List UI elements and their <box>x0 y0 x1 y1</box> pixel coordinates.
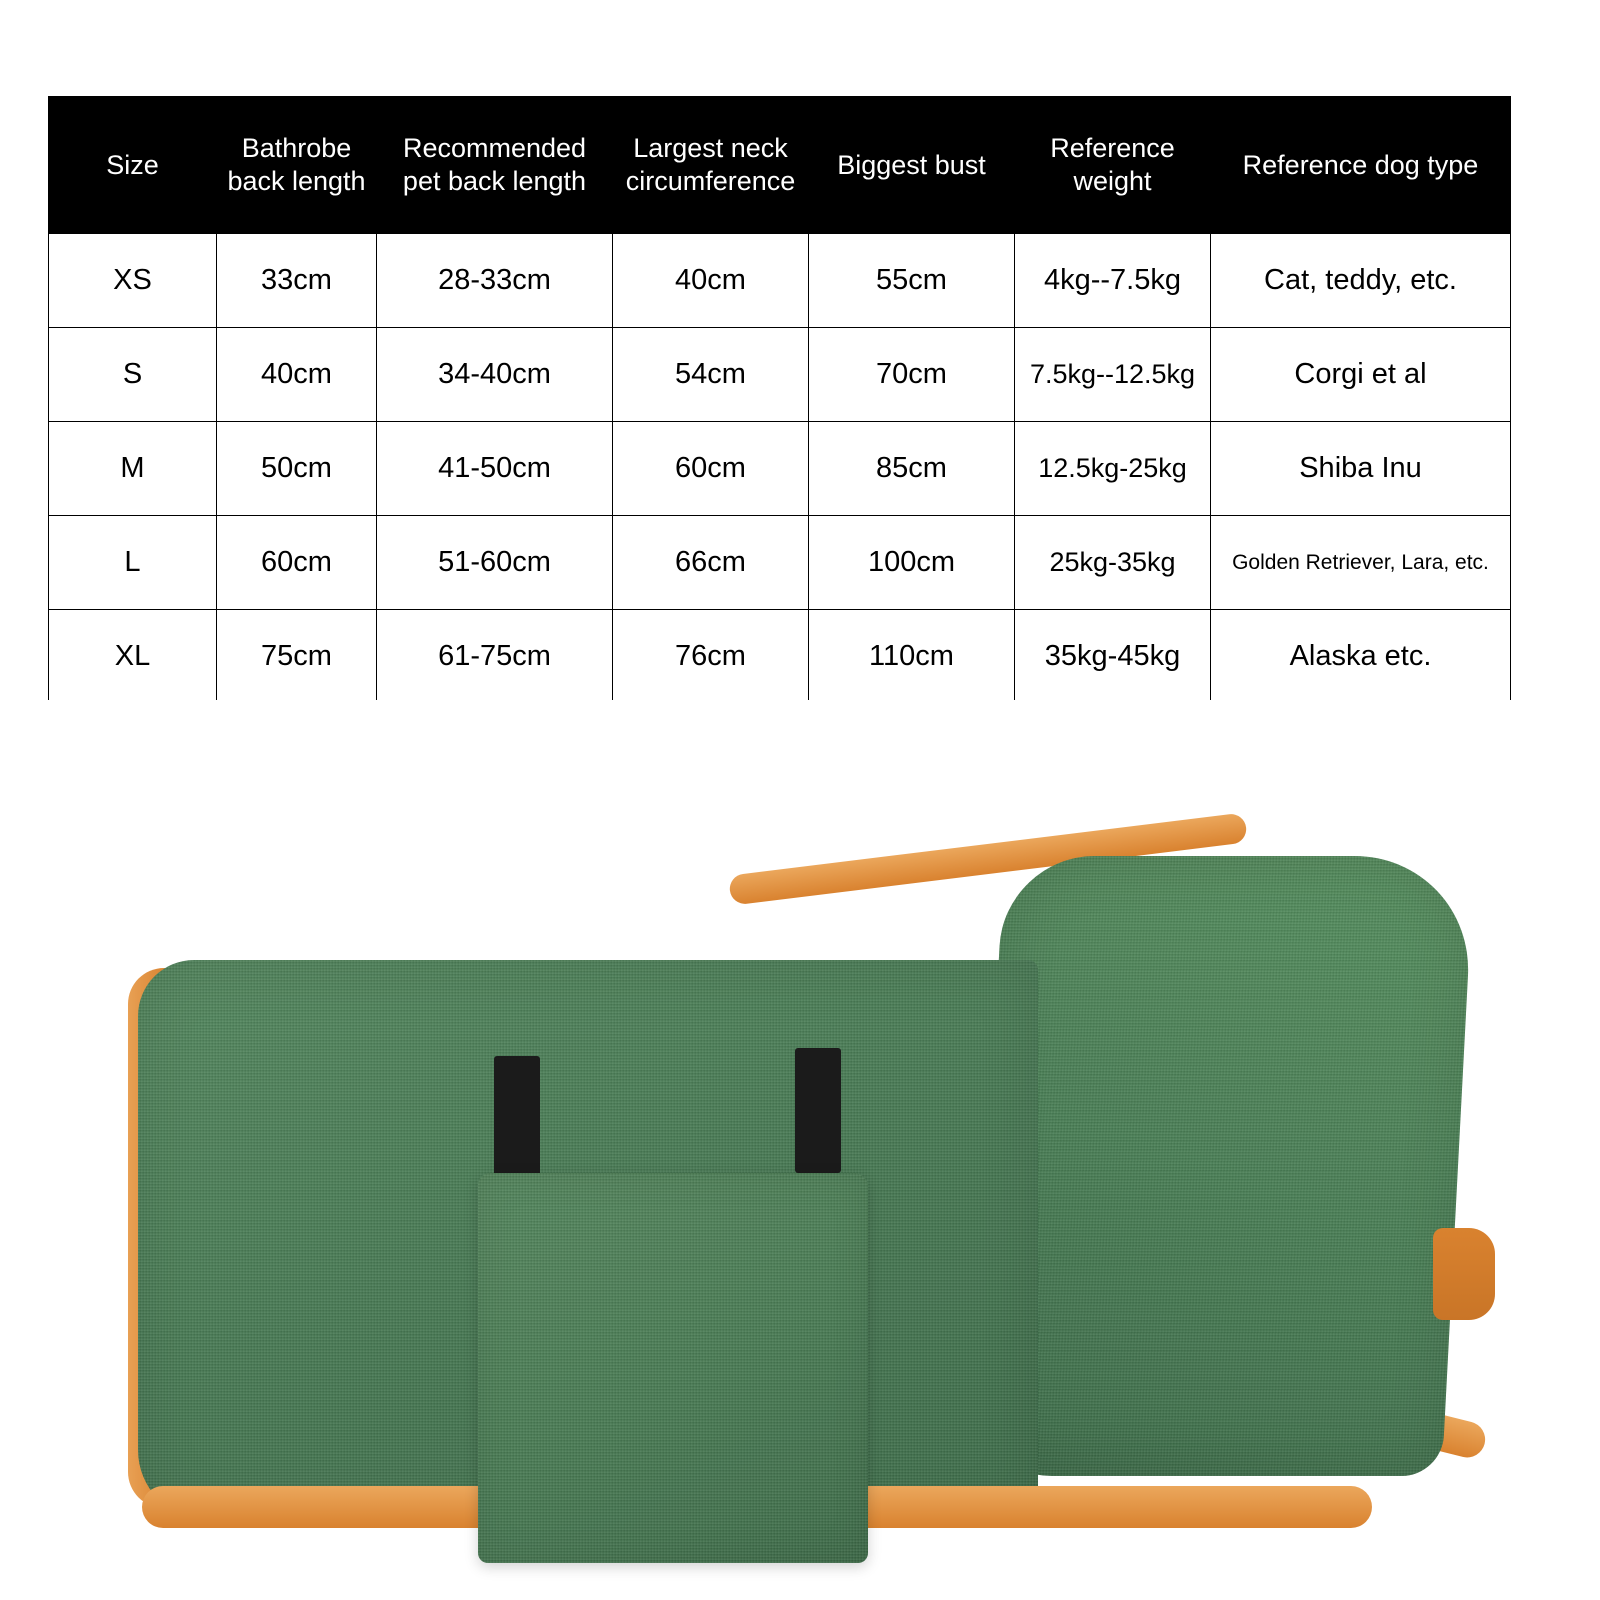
cell-bust: 55cm <box>809 234 1015 328</box>
cell-dog-type: Corgi et al <box>1211 328 1511 422</box>
column-header-pet-back-length: Recommended pet back length <box>377 97 613 234</box>
column-header-bathrobe-back-length: Bathrobe back length <box>217 97 377 234</box>
cell-bust: 100cm <box>809 516 1015 610</box>
cell-bathrobe-back-length: 60cm <box>217 516 377 610</box>
column-header-neck-circumference: Largest neck circumference <box>613 97 809 234</box>
cell-weight: 4kg--7.5kg <box>1015 234 1211 328</box>
cell-dog-type: Cat, teddy, etc. <box>1211 234 1511 328</box>
cell-bust: 110cm <box>809 610 1015 704</box>
cell-bathrobe-back-length: 33cm <box>217 234 377 328</box>
column-header-reference-dog-type: Reference dog type <box>1211 97 1511 234</box>
cell-weight: 7.5kg--12.5kg <box>1015 328 1211 422</box>
cell-dog-type: Golden Retriever, Lara, etc. <box>1211 516 1511 610</box>
table-row <box>49 422 1511 516</box>
cell-bathrobe-back-length: 50cm <box>217 422 377 516</box>
cell-weight: 12.5kg-25kg <box>1015 422 1211 516</box>
cell-neck-circumference: 66cm <box>613 516 809 610</box>
cell-dog-type: Shiba Inu <box>1211 422 1511 516</box>
cell-neck-circumference: 60cm <box>613 422 809 516</box>
column-header-size: Size <box>49 97 217 234</box>
velcro-strap-right <box>795 1048 841 1173</box>
cell-pet-back-length: 41-50cm <box>377 422 613 516</box>
cell-bust: 70cm <box>809 328 1015 422</box>
cell-size: XL <box>49 610 217 704</box>
size-chart-table <box>48 96 1511 704</box>
robe-belly-flap <box>478 1173 868 1563</box>
table-row <box>49 234 1511 328</box>
column-header-reference-weight: Reference weight <box>1015 97 1211 234</box>
cell-pet-back-length: 28-33cm <box>377 234 613 328</box>
cell-pet-back-length: 51-60cm <box>377 516 613 610</box>
velcro-strap-left <box>494 1056 540 1181</box>
cell-weight: 35kg-45kg <box>1015 610 1211 704</box>
cell-bathrobe-back-length: 40cm <box>217 328 377 422</box>
robe-neck-panel <box>972 856 1474 1476</box>
cell-size: M <box>49 422 217 516</box>
terry-texture <box>478 1173 868 1563</box>
pet-bathrobe-illustration <box>128 838 1496 1550</box>
table-row <box>49 516 1511 610</box>
cell-bust: 85cm <box>809 422 1015 516</box>
robe-side-tab <box>1433 1228 1495 1320</box>
cell-neck-circumference: 54cm <box>613 328 809 422</box>
cell-neck-circumference: 40cm <box>613 234 809 328</box>
cell-size: S <box>49 328 217 422</box>
cell-weight: 25kg-35kg <box>1015 516 1211 610</box>
cell-pet-back-length: 34-40cm <box>377 328 613 422</box>
cell-dog-type: Alaska etc. <box>1211 610 1511 704</box>
cell-size: L <box>49 516 217 610</box>
cell-size: XS <box>49 234 217 328</box>
table-row <box>49 328 1511 422</box>
size-chart-container <box>48 96 1510 704</box>
column-header-biggest-bust: Biggest bust <box>809 97 1015 234</box>
table-row <box>49 610 1511 704</box>
product-photo <box>0 700 1600 1600</box>
cell-neck-circumference: 76cm <box>613 610 809 704</box>
terry-texture <box>972 856 1474 1476</box>
cell-pet-back-length: 61-75cm <box>377 610 613 704</box>
table-header-row <box>49 97 1511 234</box>
cell-bathrobe-back-length: 75cm <box>217 610 377 704</box>
